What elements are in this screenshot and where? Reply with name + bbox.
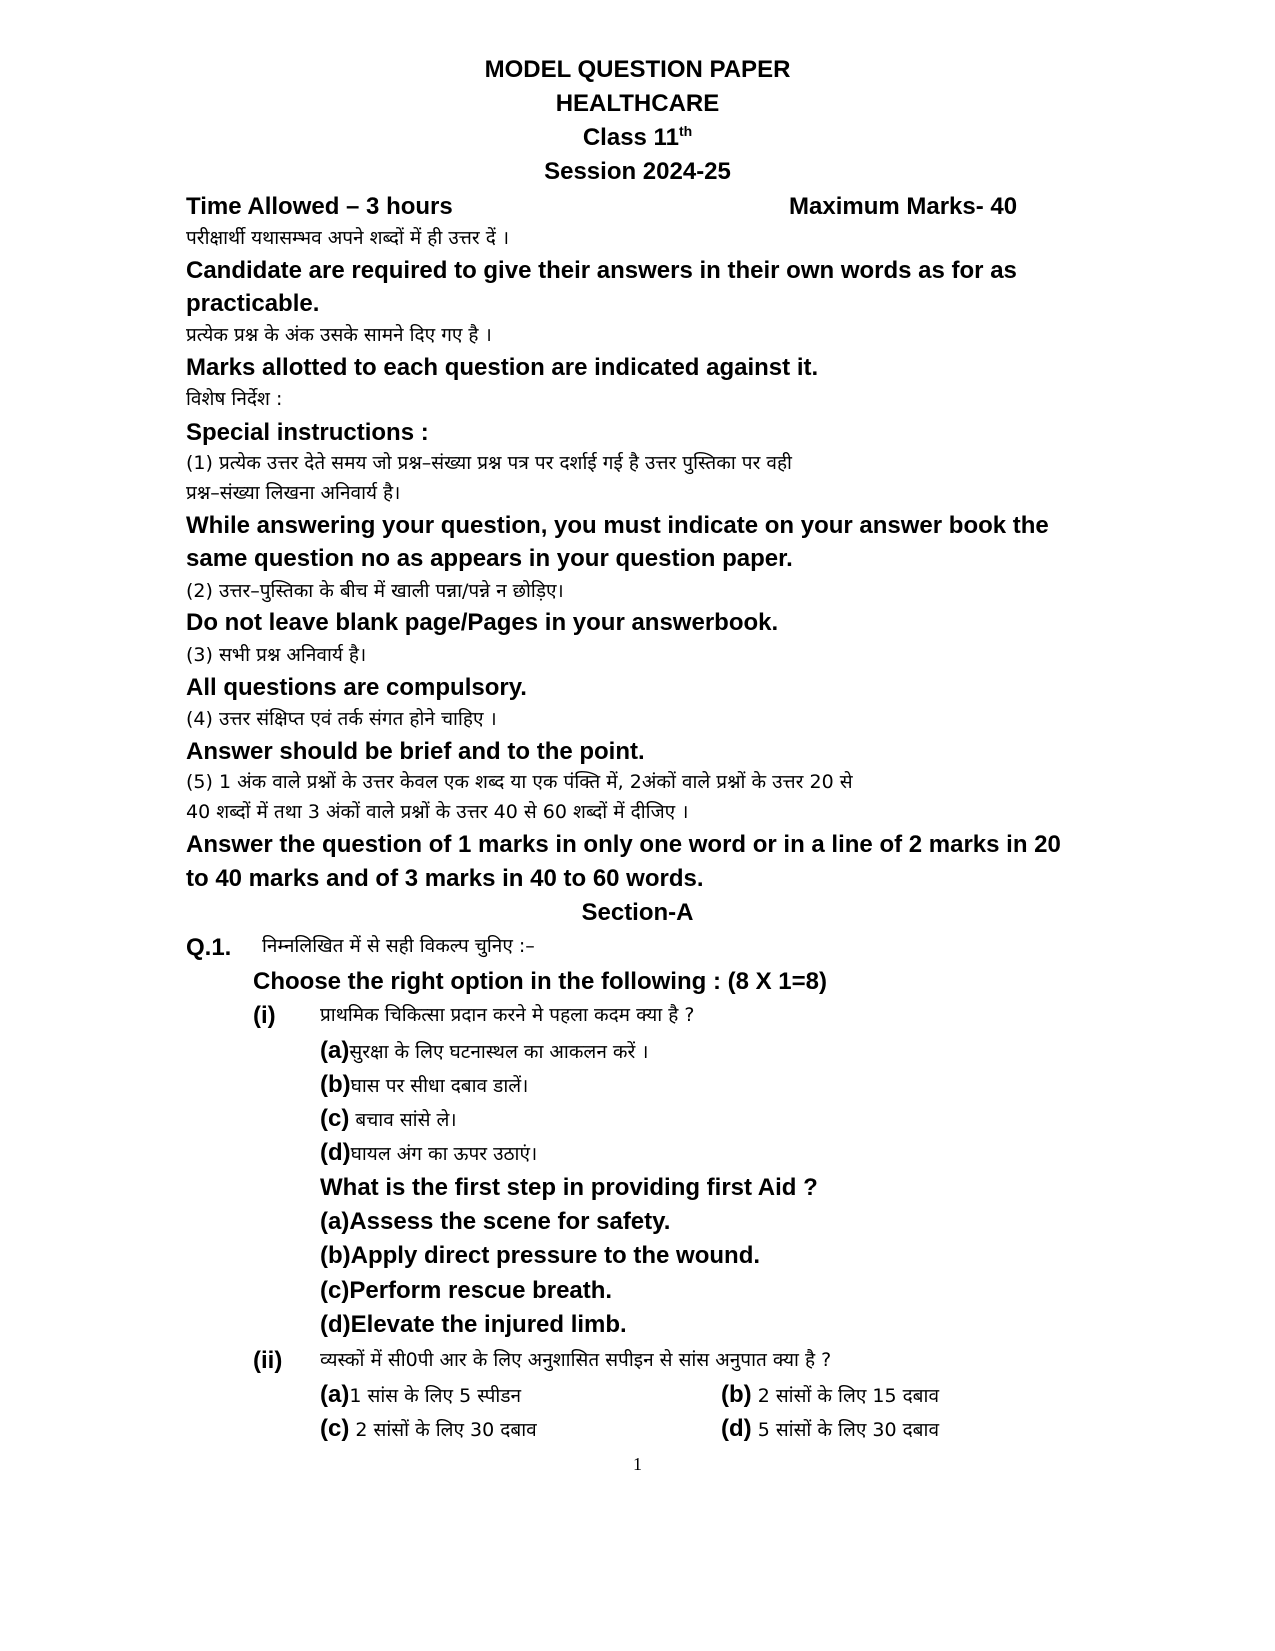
instruction-1-en-1: While answering your question, you must indicate on your answer book the	[186, 512, 1049, 539]
page-number: 1	[633, 1454, 642, 1474]
paper-title: MODEL QUESTION PAPER	[484, 56, 791, 83]
instruction-own-words-en-2: practicable.	[186, 290, 320, 317]
q1-instruction-en: Choose the right option in the following : (8 X 1=8)	[253, 968, 827, 995]
qi-option-b-text: घास पर सीधा दबाव डालें।	[350, 1075, 529, 1097]
qi-option-c-text: बचाव सांसे ले।	[349, 1109, 457, 1131]
instruction-marks-hi: प्रत्येक प्रश्न के अंक उसके सामने दिए गए है ।	[186, 324, 492, 346]
qi-question-hi: प्राथमिक चिकित्सा प्रदान करने मे पहला कदम क्या है ?	[320, 1004, 695, 1026]
max-marks: Maximum Marks- 40	[789, 193, 1018, 220]
qi-option-a-label: (a)	[320, 1037, 350, 1064]
instruction-3-hi: (3) सभी प्रश्न अनिवार्य है।	[186, 644, 367, 666]
qii-option-c-text: 2 सांसों के लिए 30 दबाव	[349, 1419, 537, 1441]
time-allowed: Time Allowed – 3 hours	[186, 193, 453, 220]
qi-question-en: What is the first step in providing first Aid ?	[320, 1174, 818, 1201]
instruction-1-en-2: same question no as appears in your question paper.	[186, 545, 793, 572]
qii-option-a-text: 1 सांस के लिए 5 स्पीडन	[349, 1385, 522, 1407]
qi-option-b-hi	[320, 1073, 528, 1097]
qi-option-d-label: (d)	[320, 1139, 351, 1166]
instruction-2-en: Do not leave blank page/Pages in your answerbook.	[186, 609, 779, 636]
instruction-5-en-1: Answer the question of 1 marks in only one word or in a line of 2 marks in 20	[186, 831, 1061, 858]
instruction-5-en-2: to 40 marks and of 3 marks in 40 to 60 words.	[186, 865, 704, 892]
special-instructions-hi: विशेष निर्देश :	[186, 388, 283, 410]
subject-title: HEALTHCARE	[555, 90, 720, 117]
instruction-own-words-en-1: Candidate are required to give their answers in their own words as for as	[186, 257, 1017, 284]
class-suffix: th	[678, 123, 693, 139]
qi-option-a-en: (a)Assess the scene for safety.	[320, 1208, 671, 1235]
qii-option-b	[721, 1383, 939, 1407]
qii-option-d-label: (d)	[721, 1415, 752, 1442]
qi-option-a-hi	[320, 1039, 649, 1063]
session-title: Session 2024-25	[544, 158, 731, 185]
instruction-4-en: Answer should be brief and to the point.	[186, 738, 645, 765]
instruction-3-en: All questions are compulsory.	[186, 674, 527, 701]
instruction-2-hi: (2) उत्तर–पुस्तिका के बीच में खाली पन्ना/पन्ने न छोड़िए।	[186, 580, 564, 602]
qii-option-b-text: 2 सांसों के लिए 15 दबाव	[751, 1385, 940, 1407]
class-title	[0, 123, 1275, 151]
qii-option-d	[721, 1417, 939, 1441]
instruction-5-hi-2: 40 शब्दों में तथा 3 अंकों वाले प्रश्नों के उत्तर 40 से 60 शब्दों में दीजिए ।	[186, 801, 689, 823]
q1-label: Q.1.	[186, 934, 232, 961]
qi-option-d-text: घायल अंग का ऊपर उठाएं।	[350, 1143, 538, 1165]
instruction-1-hi-1: (1) प्रत्येक उत्तर देते समय जो प्रश्न–संख्या प्रश्न पत्र पर दर्शाई गई है उत्तर पुस्तिका पर वही	[186, 452, 792, 474]
q1-instruction-hi: निम्नलिखित में से सही विकल्प चुनिए :–	[262, 935, 535, 957]
qii-option-a-label: (a)	[320, 1381, 350, 1408]
qii-question-hi: व्यस्कों में सी0पी आर के लिए अनुशासित सपीइन से सांस अनुपात क्या है ?	[320, 1349, 832, 1371]
qii-number: (ii)	[253, 1347, 283, 1374]
qi-option-d-en: (d)Elevate the injured limb.	[320, 1311, 627, 1338]
instruction-own-words-hi: परीक्षार्थी यथासम्भव अपने शब्दों में ही उत्तर दें ।	[186, 227, 510, 249]
special-instructions-en: Special instructions :	[186, 419, 429, 446]
qi-number: (i)	[253, 1002, 276, 1029]
qii-option-c	[320, 1417, 537, 1441]
section-a-title: Section-A	[581, 899, 694, 926]
instruction-4-hi: (4) उत्तर संक्षिप्त एवं तर्क संगत होने चाहिए ।	[186, 708, 497, 730]
qii-option-c-label: (c)	[320, 1415, 350, 1442]
qi-option-c-label: (c)	[320, 1105, 350, 1132]
class-prefix: Class 11	[582, 124, 679, 151]
qi-option-a-text: सुरक्षा के लिए घटनास्थल का आकलन करें ।	[349, 1041, 649, 1063]
qi-option-d-hi	[320, 1141, 537, 1165]
qi-option-b-en: (b)Apply direct pressure to the wound.	[320, 1242, 761, 1269]
qii-option-b-label: (b)	[721, 1381, 752, 1408]
qii-option-a	[320, 1383, 521, 1407]
instruction-1-hi-2: प्रश्न–संख्या लिखना अनिवार्य है।	[186, 482, 401, 504]
qii-option-d-text: 5 सांसों के लिए 30 दबाव	[751, 1419, 940, 1441]
qi-option-c-hi	[320, 1107, 457, 1131]
qi-option-c-en: (c)Perform rescue breath.	[320, 1277, 613, 1304]
qi-option-b-label: (b)	[320, 1071, 351, 1098]
instruction-5-hi-1: (5) 1 अंक वाले प्रश्नों के उत्तर केवल एक शब्द या एक पंक्ति में, 2अंकों वाले प्रश्नों के उत्तर 20 से	[186, 771, 853, 793]
instruction-marks-en: Marks allotted to each question are indicated against it.	[186, 354, 819, 381]
